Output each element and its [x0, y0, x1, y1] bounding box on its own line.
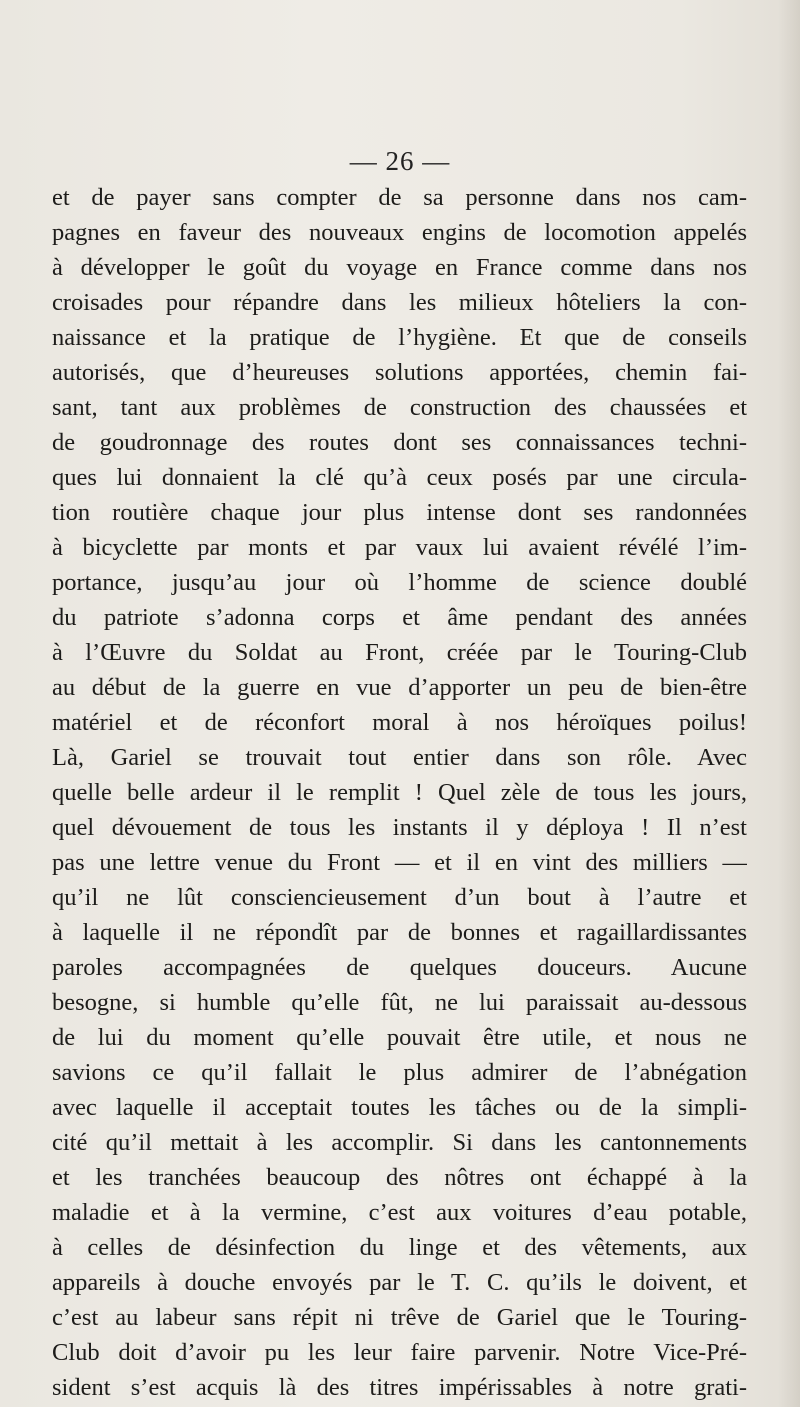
text-line: avec laquelle il acceptait toutes les tâches ou de la simpli-: [52, 1094, 747, 1121]
text-line: de lui du moment qu’elle pouvait être utile, et nous ne: [52, 1024, 747, 1051]
text-line: pagnes en faveur des nouveaux engins de locomotion appelés: [52, 219, 747, 246]
text-line: à bicyclette par monts et par vaux lui avaient révélé l’im-: [52, 534, 747, 561]
text-line: au début de la guerre en vue d’apporter un peu de bien-être: [52, 674, 747, 701]
text-line: maladie et à la vermine, c’est aux voitures d’eau potable,: [52, 1199, 747, 1226]
body-text: [52, 180, 747, 1405]
text-line: matériel et de réconfort moral à nos héroïques poilus!: [52, 709, 747, 736]
page-number: — 26 —: [349, 146, 451, 176]
text-line: ques lui donnaient la clé qu’à ceux posés par une circula-: [52, 464, 747, 491]
text-line: besogne, si humble qu’elle fût, ne lui paraissait au-dessous: [52, 989, 747, 1016]
text-line: paroles accompagnées de quelques douceurs. Aucune: [52, 954, 747, 981]
text-line: sant, tant aux problèmes de construction des chaussées et: [52, 394, 747, 421]
text-line: Club doit d’avoir pu les leur faire parvenir. Notre Vice-Pré-: [52, 1339, 747, 1366]
text-line: cité qu’il mettait à les accomplir. Si dans les cantonnements: [52, 1129, 747, 1156]
text-line: à l’Œuvre du Soldat au Front, créée par le Touring-Club: [52, 639, 747, 666]
text-line: et les tranchées beaucoup des nôtres ont échappé à la: [52, 1164, 747, 1191]
text-line: à celles de désinfection du linge et des vêtements, aux: [52, 1234, 747, 1261]
text-line: Là, Gariel se trouvait tout entier dans son rôle. Avec: [52, 744, 747, 771]
text-line: autorisés, que d’heureuses solutions apportées, chemin fai-: [52, 359, 747, 386]
text-line: du patriote s’adonna corps et âme pendant des années: [52, 604, 747, 631]
text-line: c’est au labeur sans répit ni trêve de Gariel que le Touring-: [52, 1304, 747, 1331]
text-line: et de payer sans compter de sa personne dans nos cam-: [52, 184, 747, 211]
text-line: appareils à douche envoyés par le T. C. qu’ils le doivent, et: [52, 1269, 747, 1296]
text-line: à développer le goût du voyage en France comme dans nos: [52, 254, 747, 281]
text-line: qu’il ne lût consciencieusement d’un bout à l’autre et: [52, 884, 747, 911]
text-line: sident s’est acquis là des titres impérissables à notre grati-: [52, 1374, 747, 1401]
text-line: portance, jusqu’au jour où l’homme de science doublé: [52, 569, 747, 596]
text-line: savions ce qu’il fallait le plus admirer de l’abnégation: [52, 1059, 747, 1086]
text-line: quelle belle ardeur il le remplit ! Quel zèle de tous les jours,: [52, 779, 747, 806]
text-line: tion routière chaque jour plus intense dont ses randonnées: [52, 499, 747, 526]
text-line: pas une lettre venue du Front — et il en vint des milliers —: [52, 849, 747, 876]
page-edge-shadow: [778, 0, 800, 1407]
text-line: de goudronnage des routes dont ses connaissances techni-: [52, 429, 747, 456]
text-line: naissance et la pratique de l’hygiène. Et que de conseils: [52, 324, 747, 351]
text-line: à laquelle il ne répondît par de bonnes et ragaillardissantes: [52, 919, 747, 946]
text-line: croisades pour répandre dans les milieux hôteliers la con-: [52, 289, 747, 316]
text-line: quel dévouement de tous les instants il y déploya ! Il n’est: [52, 814, 747, 841]
